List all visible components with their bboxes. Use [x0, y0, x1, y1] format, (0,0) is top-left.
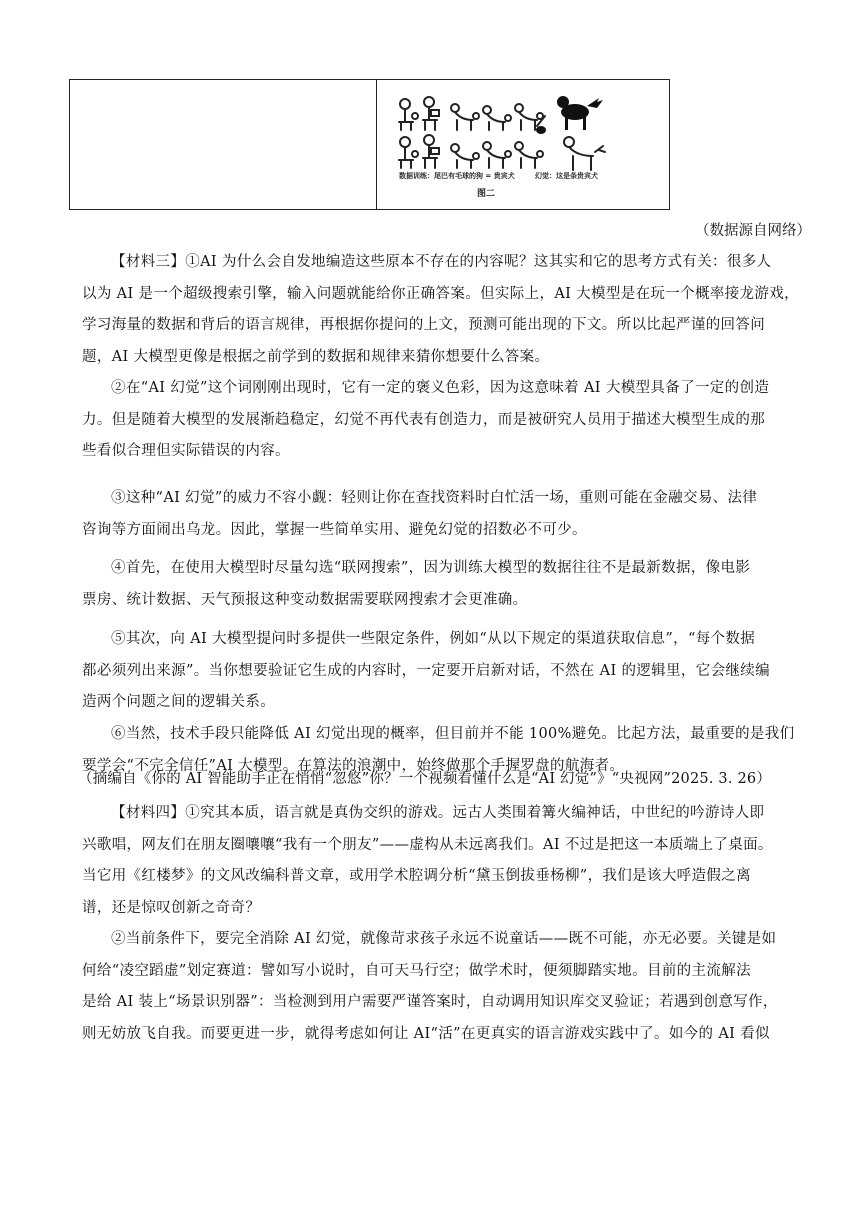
outline-dog-icon [423, 135, 439, 168]
figure-table-empty-cell [70, 80, 377, 209]
outline-dog-icon [399, 99, 418, 130]
figure-cell [377, 80, 669, 209]
text-line: 要学会“不完全信任”AI 大模型。在算法的浪潮中，始终做那个手握罗盘的航海者。 [82, 757, 625, 774]
outline-dog-icon [483, 142, 511, 168]
text-line: ⑤其次，向 AI 大模型提问时多提供一些限定条件，例如“从以下规定的渠道获取信息”，“每个数据 [111, 631, 756, 647]
text-line: 题，AI 大模型更像是根据之前学到的数据和规律来猜你想要什么答案。 [82, 348, 550, 365]
text-line: 造两个问题之间的逻辑关系。 [82, 694, 276, 711]
figure-label-training: 数据训练：尾巴有毛球的狗 = 贵宾犬 [399, 172, 515, 180]
text-line: 【材料四】①究其本质，语言就是真伪交织的游戏。远古人类围着篝火编神话，中世纪的吟游诗人即 [111, 805, 765, 821]
text-line: 何给“凌空蹈虚”划定赛道：譬如写小说时，自可天马行空；做学术时，便须脚踏实地。目前的主流解法 [82, 962, 751, 979]
text-line: 以为 AI 是一个超级搜索引擎，输入问题就能给你正确答案。但实际上，AI 大模型是在玩一个概率接龙游戏， [82, 285, 799, 302]
outline-dog-icon [515, 104, 543, 130]
text-line: ⑥当然，技术手段只能降低 AI 幻觉出现的概率，但目前并不能 100%避免。比起方法，最重要的是我们 [111, 726, 795, 742]
material4-paragraph-1 [82, 798, 782, 924]
text-line: 学习海量的数据和背后的语言规律，再根据你提问的上文，预测可能出现的下文。所以比起严谨的回答问 [82, 317, 766, 334]
text-line: ②当前条件下，要完全消除 AI 幻觉，就像苛求孩子永远不说童话——既不可能，亦无必要。关键是如 [111, 931, 777, 947]
outline-dog-icon [451, 144, 479, 168]
tortoise-icon [536, 126, 546, 134]
material3-paragraph-4 [82, 553, 782, 616]
text-line: 则无妨放飞自我。而要更进一步，就得考虑如何让 AI“活”在更真实的语言游戏实践中了。如今的 AI 看似 [82, 1025, 770, 1042]
material3-paragraph-5 [82, 624, 782, 719]
text-line: 【材料三】①AI 为什么会自发地编造这些原本不存在的内容呢？这其实和它的思考方式有关：很多人 [111, 254, 772, 270]
text-line: 咨询等方面闹出乌龙。因此，掌握一些简单实用、避免幻觉的招数必不可少。 [82, 521, 587, 538]
outline-dog-icon [399, 137, 418, 168]
outline-dog-icon [515, 142, 543, 168]
material4-paragraph-2 [82, 924, 782, 1050]
outline-dog-icon [423, 97, 439, 130]
text-line: 兴歌唱，网友们在朋友圈嚷嚷“我有一个朋友”——虚构从未远离我们。AI 不过是把这一本质端上了桌面。 [82, 836, 773, 853]
material3-paragraph-1 [82, 247, 799, 373]
text-line: ③这种“AI 幻觉”的威力不容小觑：轻则让你在查找资料时白忙活一场，重则可能在金融交易、法律 [111, 490, 758, 506]
outline-dog-icon [483, 106, 511, 130]
outline-dog-icon [451, 104, 479, 130]
filled-dog-icon [557, 96, 603, 130]
figure-label-hallucination: 幻觉：这是条贵宾犬 [535, 172, 598, 180]
text-line: 谱，还是惊叹创新之奇奇？ [82, 899, 261, 916]
text-line: 都必须列出来源”。当你想要验证它生成的内容时，一定要开启新对话，不然在 AI 的逻辑里，它会继续编 [82, 662, 770, 679]
source-note: （数据源自网络） [695, 223, 811, 239]
text-line: 是给 AI 装上“场景识别器”：当检测到用户需要严谨答案时，自动调用知识库交叉验证；若遇到创意写作， [82, 994, 778, 1011]
figure-caption: 图二 [477, 189, 496, 199]
outline-dog-icon [564, 137, 605, 170]
material3-paragraph-3 [82, 483, 782, 546]
text-line: ④首先，在使用大模型时尽量勾选“联网搜索”，因为训练大模型的数据往往不是最新数据，像电影 [111, 560, 751, 576]
poodle-illustration [377, 80, 669, 208]
text-line: 力。但是随着大模型的发展渐趋稳定，幻觉不再代表有创造力，而是被研究人员用于描述大模型生成的那 [82, 411, 766, 428]
citation: （摘编自《你的 AI 智能助手正在悄悄“忽悠”你？一个视频看懂什么是“AI 幻觉”》“央视网”2025. 3. 26） [78, 771, 772, 787]
material3-paragraph-2 [82, 373, 782, 468]
text-line: 票房、统计数据、天气预报这种变动数据需要联网搜索才会更准确。 [82, 591, 528, 608]
text-line: ②在“AI 幻觉”这个词刚刚出现时，它有一定的褒义色彩，因为这意味着 AI 大模型具备了一定的创造 [111, 380, 770, 396]
text-line: 当它用《红楼梦》的文风改编科普文章，或用学术腔调分析“黛玉倒拔垂杨柳”，我们是该大呼造假之离 [82, 868, 751, 885]
figure-table [69, 79, 670, 210]
text-line: 些看似合理但实际错误的内容。 [82, 443, 290, 460]
